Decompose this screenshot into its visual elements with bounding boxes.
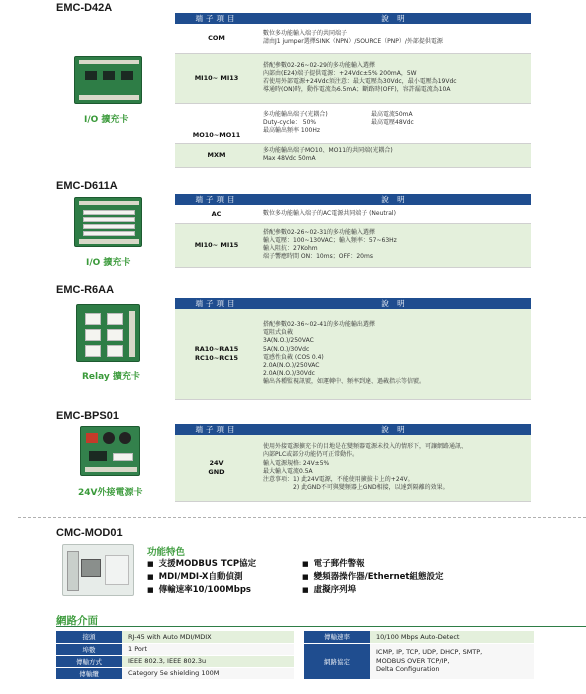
board-image-r6aa [76, 304, 140, 362]
model-title-mod01: CMC-MOD01 [56, 527, 123, 539]
features-right [302, 558, 444, 597]
net-value: 10/100 Mbps Auto-Detect [370, 631, 534, 643]
desc-line: 搭配參數02-26~02-31的多功能輸入選擇 [263, 228, 375, 236]
desc-line: 數位多功能輸入端子的AC電源共同端子 (Neutral) [263, 209, 396, 217]
feature-item: ■ 傳輸速率10/100Mbps [147, 584, 256, 597]
desc-line: 輸入阻抗：27Kohm [263, 245, 318, 252]
term-cell: RA10~RA15 RC10~RC15 [175, 309, 258, 399]
model-title-r6aa: EMC-R6AA [56, 284, 115, 296]
table-row [175, 103, 531, 143]
col-header-desc: 說 明 [258, 424, 531, 435]
net-key: 傳輸速率 [304, 631, 370, 643]
desc-line: 最高電壓48Vdc [371, 118, 414, 126]
feature-item: ■ 支援MODBUS TCP協定 [147, 558, 256, 571]
desc-line: 若使用外部電源+24Vdc須注意：最大電壓為30Vdc，最小電壓為19Vdc [263, 78, 457, 85]
network-table-right [304, 631, 534, 680]
table-row [175, 53, 531, 103]
net-value: 1 Port [122, 643, 294, 655]
table-row [56, 631, 294, 643]
model-title-d42a: EMC-D42A [56, 2, 113, 14]
col-header-desc: 說 明 [258, 298, 531, 309]
net-value: RJ-45 with Auto MDI/MDIX [122, 631, 294, 643]
feature-item: ■ MDI/MDI-X自動偵測 [147, 571, 256, 584]
net-key: 傳輸纜 [56, 667, 122, 679]
spec-table-d611a [175, 194, 531, 268]
feature-item: ■ 虛擬序列埠 [302, 584, 444, 597]
table-row [175, 143, 531, 167]
desc-line: 2.0A(N.O.)/30Vdc [263, 370, 315, 378]
desc-line: 端子響應時間 ON：10ms；OFF：20ms [263, 253, 373, 261]
desc-line: 最大輸入電流0.5A [263, 467, 313, 475]
desc-cell [258, 223, 531, 267]
desc-line: 數位多功能輸入端子的共同端子 [263, 30, 348, 38]
feature-item: ■ 電子郵件警報 [302, 558, 444, 571]
desc-cell [258, 205, 531, 223]
desc-line: 輸入電源規格: 24V±5% [263, 459, 330, 467]
net-key: 埠數 [56, 643, 122, 655]
desc-line: 電阻式負載 [263, 329, 294, 337]
table-row [175, 309, 531, 399]
features-title: 功能特色 [147, 547, 186, 558]
desc-line: Max 48Vdc 50mA [263, 155, 316, 162]
net-value [370, 643, 534, 679]
table-row [175, 223, 531, 267]
col-header-term: 端子項目 [175, 194, 258, 205]
card-label-d611a: I/O 擴充卡 [86, 258, 131, 268]
model-title-bps01: EMC-BPS01 [56, 410, 119, 422]
desc-cell [258, 53, 531, 103]
table-row [304, 631, 534, 643]
desc-line: 使用外接電源擴充卡的目地是在變頻器電源未投入的情形下，可讓網路通訊、 [263, 443, 468, 451]
col-header-desc: 說 明 [258, 13, 531, 24]
network-title-underline [56, 626, 586, 627]
table-row [175, 205, 531, 223]
net-key: 接頭 [56, 631, 122, 643]
term-cell: MI10~ MI15 [175, 223, 258, 267]
spec-table-d42a [175, 13, 531, 168]
col-header-term: 端子項目 [175, 13, 258, 24]
desc-line: 3A(N.O.)/250VAC [263, 337, 314, 345]
module-image-mod01 [62, 544, 134, 596]
table-row [56, 655, 294, 667]
desc-line: 5A(N.O.)/30Vdc [263, 345, 310, 353]
section-divider [18, 517, 586, 518]
net-key: 傳輸方式 [56, 655, 122, 667]
table-row [175, 24, 531, 53]
desc-line: Duty-cycle： 50% [263, 118, 317, 126]
network-table-left [56, 631, 294, 680]
card-label-r6aa: Relay 擴充卡 [82, 372, 140, 382]
desc-line: 搭配參數02-36~02-41的多功能輸出選擇 [263, 320, 375, 328]
board-image-d611a [74, 197, 142, 247]
term-cell: COM [175, 24, 258, 53]
spec-table-bps01 [175, 424, 531, 502]
net-value: IEEE 802.3, IEEE 802.3u [122, 655, 294, 667]
desc-line: 最高輸出頻率 100Hz [263, 127, 321, 135]
desc-line: 輸出各種監視訊號，如運轉中、頻率到達、過載指示等信號。 [263, 378, 426, 386]
board-image-bps01 [80, 426, 140, 476]
spec-table-r6aa [175, 298, 531, 400]
term-cell: MI10~ MI13 [175, 53, 258, 103]
board-image-d42a [74, 56, 142, 104]
desc-line: 導通時(ON)時，動作電流為6.5mA；斷路時(OFF)，容許漏電流為10A [263, 86, 451, 94]
term-cell: 24V GND [175, 435, 258, 501]
net-key: 網路協定 [304, 643, 370, 679]
desc-cell [258, 103, 531, 143]
table-row [56, 643, 294, 655]
model-title-d611a: EMC-D611A [56, 180, 118, 192]
table-row [304, 643, 534, 679]
desc-line: 電感性負載 (COS 0.4) [263, 353, 324, 361]
card-label-d42a: I/O 擴充卡 [84, 115, 129, 125]
network-title: 網路介面 [56, 615, 98, 627]
term-cell: AC [175, 205, 258, 223]
desc-line: 多功能輸出端子MO10、MO11的共同端(光耦合) [263, 146, 393, 154]
desc-cell [258, 309, 531, 399]
desc-line: 2.0A(N.O.)/250VAC [263, 361, 320, 369]
table-row [175, 435, 531, 501]
term-cell: MO10~MO11 [175, 103, 258, 143]
desc-line: 多功能輸出端子(光耦合) [263, 110, 328, 118]
net-value: Category 5e shielding 100M [122, 667, 294, 679]
col-header-desc: 說 明 [258, 194, 531, 205]
features-left [147, 558, 256, 597]
net-value-line: ICMP, IP, TCP, UDP, DHCP, SMTP, [376, 648, 483, 657]
col-header-term: 端子項目 [175, 298, 258, 309]
net-value-line: Delta Configuration [376, 665, 440, 674]
desc-cell [258, 435, 531, 501]
desc-line: 輸入電壓：100~130VAC；輸入頻率：57~63Hz [263, 236, 397, 244]
term-cell: MXM [175, 143, 258, 167]
table-row [56, 667, 294, 679]
col-header-term: 端子項目 [175, 424, 258, 435]
desc-line: 注意事項：1) 此24V電源，不能使用擴拔卡上的+24V。 [263, 475, 414, 483]
desc-cell [258, 24, 531, 53]
desc-line: 搭配參數02-26~02-29的多功能輸入選擇 [263, 61, 375, 69]
desc-line: 內部PLC或部分功能仍可正常動作。 [263, 451, 359, 459]
net-value-line: MODBUS OVER TCP/IP, [376, 656, 450, 665]
desc-line: 請由J1 jumper選擇SINK（NPN）/SOURCE（PNP）/外部提供電源 [263, 38, 443, 46]
card-label-bps01: 24V外接電源卡 [78, 488, 143, 498]
desc-line: 最高電流50mA [371, 110, 413, 118]
feature-item: ■ 變頻器操作器/Ethernet組態設定 [302, 571, 444, 584]
desc-line: 內部由(E24)端子提供電源：+24Vdc±5% 200mA，5W [263, 69, 417, 77]
desc-cell [258, 143, 531, 167]
desc-line: 2) 此GND不可與變頻器上GND相接，以達到隔離的效果。 [263, 484, 449, 492]
